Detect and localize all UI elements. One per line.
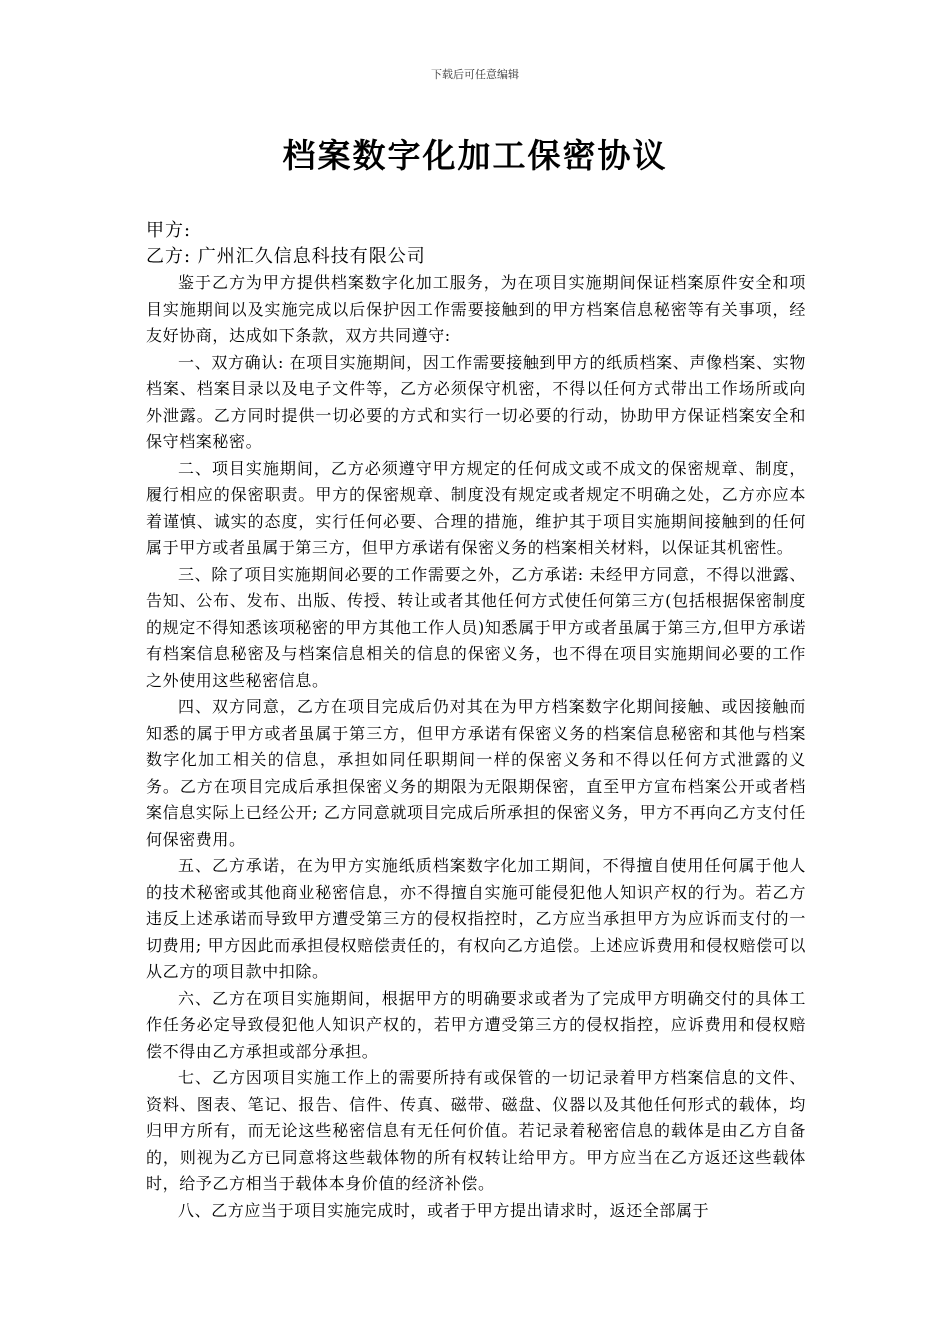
preamble-paragraph: 鉴于乙方为甲方提供档案数字化加工服务，为在项目实施期间保证档案原件安全和项目实施期间以及实施完成以后保护因工作需要接触到的甲方档案信息秘密等有关事项，经友好协商，达成如下条款，双方共同遵守: [146, 273, 806, 345]
clause-3-paragraph: 三、除了项目实施期间必要的工作需要之外，乙方承诺: 未经甲方同意，不得以泄露、告知、公布、发布、出版、传授、转让或者其他任何方式使任何第三方(包括根据保密制度的规定不得知悉该项秘密的甲方其他工作人员)知悉属于甲方或者虽属于第三方,但甲方承诺有档案信息秘密及与档案信息相关的信息的保密义务，也不得在项目实施期间必要的工作之外使用这些秘密信息。 [146, 564, 806, 690]
clause-1-paragraph: 一、双方确认: 在项目实施期间，因工作需要接触到甲方的纸质档案、声像档案、实物档案、档案目录以及电子文件等，乙方必须保守机密，不得以任何方式带出工作场所或向外泄露。乙方同时提供一切必要的方式和实行一切必要的行动，协助甲方保证档案安全和保守档案秘密。 [146, 352, 806, 451]
clause-4-paragraph: 四、双方同意，乙方在项目完成后仍对其在为甲方档案数字化期间接触、或因接触而知悉的属于甲方或者虽属于第三方，但甲方承诺有保密义务的档案信息秘密和其他与档案数字化加工相关的信息，承担如同任职期间一样的保密义务和不得以任何方式泄露的义务。乙方在项目完成后承担保密义务的期限为无限期保密，直至甲方宣布档案公开或者档案信息实际上已经公开; 乙方同意就项目完成后所承担的保密义务，甲方不再向乙方支付任何保密费用。 [146, 697, 806, 849]
party-b-line: 乙方: 广州汇久信息科技有限公司 [146, 246, 426, 267]
clause-7-paragraph: 七、乙方因项目实施工作上的需要所持有或保管的一切记录着甲方档案信息的文件、资料、图表、笔记、报告、信件、传真、磁带、磁盘、仪器以及其他任何形式的载体，均归甲方所有，而无论这些秘密信息有无任何价值。若记录着秘密信息的载体是由乙方自备的，则视为乙方已同意将这些载体物的所有权转让给甲方。甲方应当在乙方返还这些载体时，给予乙方相当于载体本身价值的经济补偿。 [146, 1068, 806, 1193]
clause-8-paragraph: 八、乙方应当于项目实施完成时，或者于甲方提出请求时，返还全部属于 [178, 1200, 710, 1220]
header-note: 下载后可任意编辑 [431, 68, 519, 81]
clause-6-paragraph: 六、乙方在项目实施期间，根据甲方的明确要求或者为了完成甲方明确交付的具体工作任务必定导致侵犯他人知识产权的，若甲方遭受第三方的侵权指控，应诉费用和侵权赔偿不得由乙方承担或部分承担。 [146, 988, 806, 1061]
party-a-line: 甲方: [146, 220, 192, 241]
clause-5-paragraph: 五、乙方承诺，在为甲方实施纸质档案数字化加工期间，不得擅自使用任何属于他人的技术秘密或其他商业秘密信息，亦不得擅自实施可能侵犯他人知识产权的行为。若乙方违反上述承诺而导致甲方遭受第三方的侵权指控时，乙方应当承担甲方为应诉而支付的一切费用; 甲方因此而承担侵权赔偿责任的，有权向乙方追偿。上述应诉费用和侵权赔偿可以从乙方的项目款中扣除。 [146, 856, 806, 981]
clause-2-paragraph: 二、项目实施期间，乙方必须遵守甲方规定的任何成文或不成文的保密规章、制度，履行相应的保密职责。甲方的保密规章、制度没有规定或者规定不明确之处，乙方亦应本着谨慎、诚实的态度，实行任何必要、合理的措施，维护其于项目实施期间接触到的任何属于甲方或者虽属于第三方，但甲方承诺有保密义务的档案相关材料，以保证其机密性。 [146, 458, 806, 557]
document-title: 档案数字化加工保密协议 [282, 136, 668, 175]
document-body [146, 218, 806, 1224]
